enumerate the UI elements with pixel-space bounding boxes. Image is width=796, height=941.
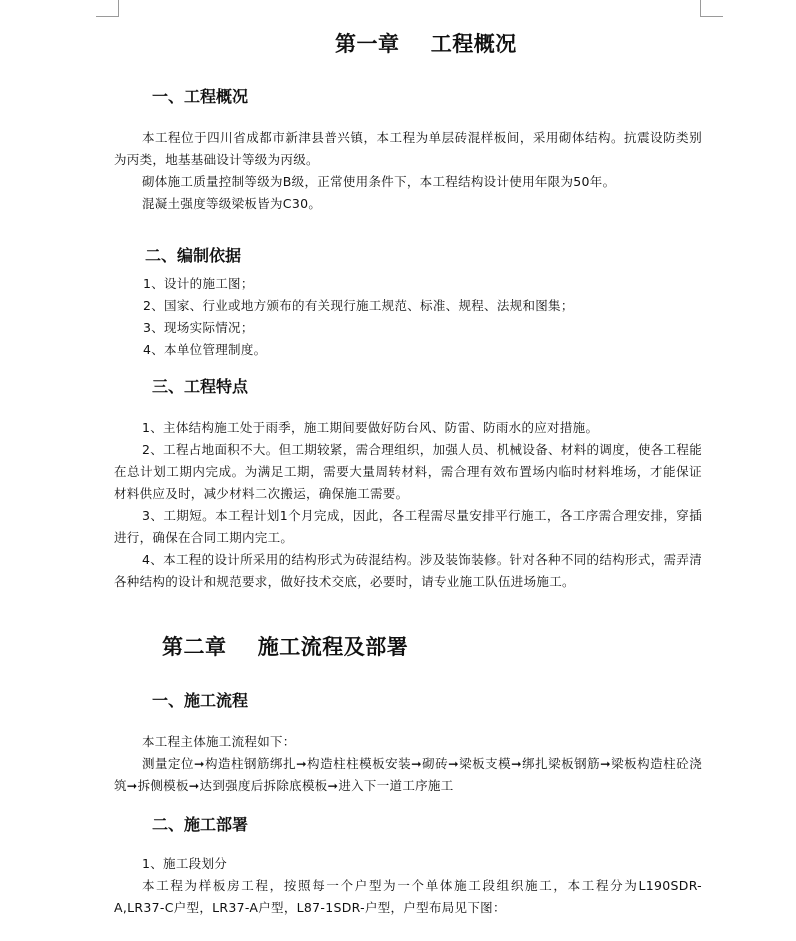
chapter-1-title: 第一章 工程概况: [335, 31, 517, 56]
paragraph: 本工程主体施工流程如下：: [142, 734, 296, 749]
section-1-2-heading: 二、编制依据: [145, 246, 242, 265]
paragraph: 1、主体结构施工处于雨季，施工期间要做好防台风、防雷、防雨水的应对措施。: [142, 420, 599, 435]
list-item: 3、现场实际情况；: [143, 320, 254, 335]
margin-corner-mark-right: [700, 0, 723, 17]
section-1-1-heading: 一、工程概况: [152, 87, 249, 106]
margin-corner-mark-left: [96, 0, 119, 17]
paragraph: 2、工程占地面积不大。但工期较紧，需合理组织，加强人员、机械设备、材料的调度，使各工程能在总计划工期内完成。为满足工期，需要大量周转材料，需合理有效布置场内临时材料堆场，才能保证材料供应及时，减少材料二次搬运，确保施工需要。: [114, 442, 702, 501]
list-item: 1、设计的施工图；: [143, 276, 254, 291]
list-item: 4、本单位管理制度。: [143, 342, 267, 357]
paragraph: 4、本工程的设计所采用的结构形式为砖混结构。涉及装饰装修。针对各种不同的结构形式，需弄清各种结构的设计和规范要求，做好技术交底，必要时，请专业施工队伍进场施工。: [114, 552, 702, 589]
section-2-2-heading: 二、施工部署: [152, 815, 249, 834]
section-1-3-heading: 三、工程特点: [152, 377, 249, 396]
paragraph: 混凝土强度等级梁板皆为C30。: [142, 196, 322, 211]
section-2-1-heading: 一、施工流程: [152, 691, 249, 710]
paragraph: 砌体施工质量控制等级为B级，正常使用条件下，本工程结构设计使用年限为50年。: [142, 174, 616, 189]
paragraph: 本工程为样板房工程，按照每一个户型为一个单体施工段组织施工，本工程分为L190SDR-A,LR37-C户型，LR37-A户型，L87-1SDR-户型，户型布局见下图：: [114, 878, 702, 915]
paragraph: 测量定位➞构造柱钢筋绑扎➞构造柱柱模板安装➞砌砖➞梁板支模➞绑扎梁板钢筋➞梁板构造柱砼浇筑➞拆侧模板➞达到强度后拆除底模板➞进入下一道工序施工: [114, 756, 702, 793]
paragraph: 1、施工段划分: [142, 856, 228, 871]
paragraph: 3、工期短。本工程计划1个月完成，因此，各工程需尽量安排平行施工，各工序需合理安排，穿插进行，确保在合同工期内完工。: [114, 508, 702, 545]
paragraph: 本工程位于四川省成都市新津县普兴镇，本工程为单层砖混样板间，采用砌体结构。抗震设防类别为丙类，地基基础设计等级为丙级。: [114, 130, 702, 167]
chapter-2-title: 第二章 施工流程及部署: [162, 634, 409, 659]
list-item: 2、国家、行业或地方颁布的有关现行施工规范、标准、规程、法规和图集；: [143, 298, 574, 313]
